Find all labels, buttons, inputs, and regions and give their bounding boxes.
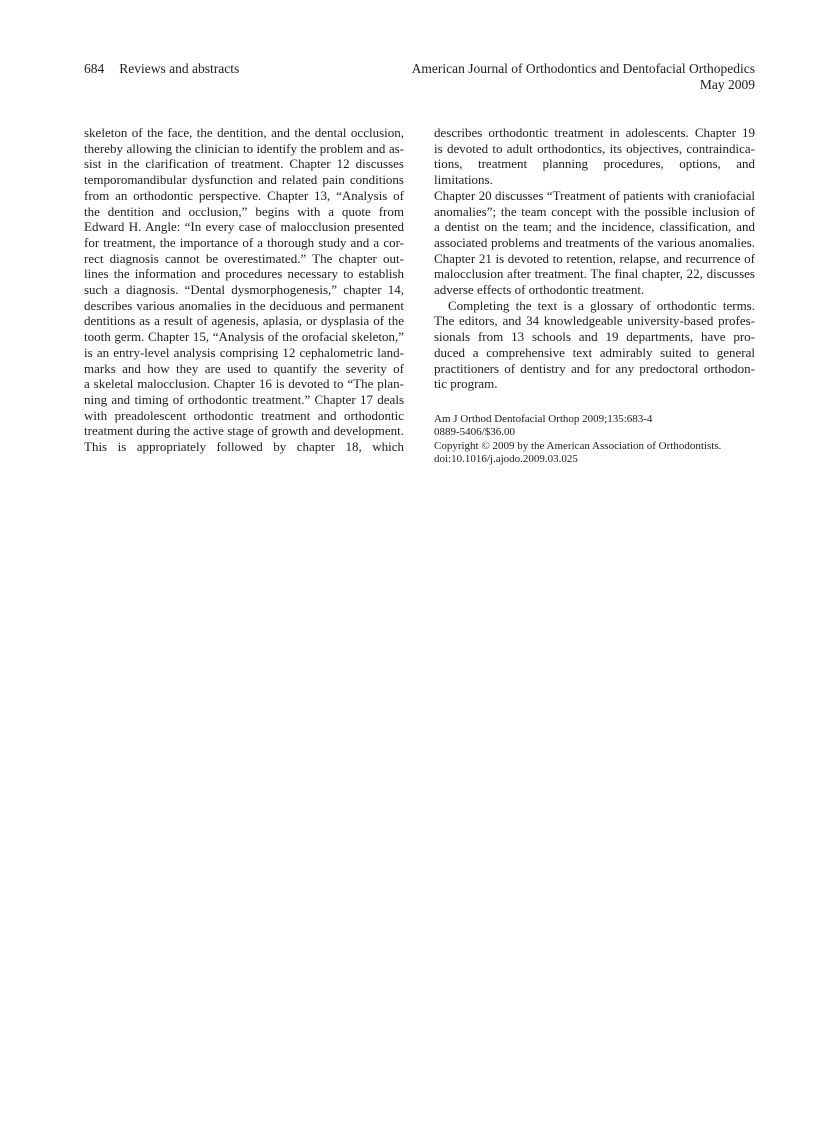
text-line: rect diagnosis cannot be overestimated.” The chapter out- bbox=[84, 250, 404, 266]
text-line: tic program. bbox=[434, 376, 498, 392]
text-line: lines the information and procedures necessary to establish bbox=[84, 266, 404, 282]
text-line: treatment during the active stage of growth and development. bbox=[84, 423, 404, 439]
page-number: 684 bbox=[84, 61, 105, 76]
text-line: thereby allowing the clinician to identify the problem and as- bbox=[84, 140, 404, 156]
text-line: dentitions as a result of agenesis, aplasia, or dysplasia of the bbox=[84, 313, 404, 329]
journal-name: American Journal of Orthodontics and Dentofacial Orthopedics bbox=[411, 61, 755, 76]
running-header-left bbox=[84, 61, 239, 77]
text-line: the dentition and occlusion,” begins with a quote from bbox=[84, 203, 404, 219]
text-line: a skeletal malocclusion. Chapter 16 is devoted to “The plan- bbox=[84, 376, 404, 392]
text-line: marks and how they are used to quantify the severity of bbox=[84, 360, 404, 376]
text-line: practitioners of dentistry and for any predoctoral orthodon- bbox=[434, 360, 755, 376]
text-line: such a diagnosis. “Dental dysmorphogenesis,” chapter 14, bbox=[84, 282, 404, 298]
text-line: is devoted to adult orthodontics, its objectives, contraindica- bbox=[434, 140, 755, 156]
text-line: anomalies”; the team concept with the possible inclusion of bbox=[434, 203, 755, 219]
text-line: associated problems and treatments of the various anomalies. bbox=[434, 234, 755, 250]
text-line: Chapter 20 discusses “Treatment of patients with craniofacial bbox=[434, 187, 755, 203]
text-line: tions, treatment planning procedures, options, and limitations. bbox=[434, 156, 755, 188]
text-line: adverse effects of orthodontic treatment. bbox=[434, 282, 645, 298]
citation-block bbox=[434, 413, 755, 467]
text-line: ning and timing of orthodontic treatment.” Chapter 17 deals bbox=[84, 391, 404, 407]
text-line: with preadolescent orthodontic treatment and orthodontic bbox=[84, 407, 404, 423]
text-line: skeleton of the face, the dentition, and the dental occlusion, bbox=[84, 125, 404, 140]
text-line: 0889-5406/$36.00 bbox=[434, 426, 515, 439]
text-line: The editors, and 34 knowledgeable university-based profes- bbox=[434, 313, 755, 329]
text-line: Chapter 21 is devoted to retention, relapse, and recurrence of bbox=[434, 250, 755, 266]
text-line: Completing the text is a glossary of orthodontic terms. bbox=[448, 297, 755, 313]
text-line: Copyright © 2009 by the American Association of Orthodontists. bbox=[434, 439, 722, 452]
body-paragraph bbox=[84, 125, 404, 455]
text-line: describes orthodontic treatment in adolescents. Chapter 19 bbox=[434, 125, 755, 140]
section-title: Reviews and abstracts bbox=[119, 61, 240, 76]
running-header-right bbox=[412, 61, 755, 93]
text-line: temporomandibular dysfunction and related pain conditions bbox=[84, 172, 404, 188]
text-line: tooth germ. Chapter 15, “Analysis of the orofacial skeleton,” bbox=[84, 329, 404, 345]
text-line: malocclusion after treatment. The final chapter, 22, discusses bbox=[434, 266, 755, 282]
text-line: is an entry-level analysis comprising 12 cephalometric land- bbox=[84, 344, 404, 360]
text-line: a dentist on the team; and the incidence, classification, and bbox=[434, 219, 755, 235]
text-line: for treatment, the importance of a thorough study and a cor- bbox=[84, 234, 404, 250]
body-paragraph bbox=[434, 298, 755, 392]
text-line: doi:10.1016/j.ajodo.2009.03.025 bbox=[434, 453, 578, 466]
text-line: Edward H. Angle: “In every case of malocclusion presented bbox=[84, 219, 404, 235]
text-column-left bbox=[84, 125, 404, 455]
text-line: duced a comprehensive text admirably suited to general bbox=[434, 344, 755, 360]
issue-date: May 2009 bbox=[699, 77, 755, 92]
text-column-right bbox=[434, 125, 755, 467]
text-line: This is appropriately followed by chapter 18, which bbox=[84, 439, 404, 455]
body-paragraph bbox=[434, 125, 755, 298]
text-line: Am J Orthod Dentofacial Orthop 2009;135:683-4 bbox=[434, 412, 653, 425]
text-line: sionals from 13 schools and 19 departments, have pro- bbox=[434, 329, 755, 345]
text-line: from an orthodontic perspective. Chapter 13, “Analysis of bbox=[84, 187, 404, 203]
text-line: sist in the clarification of treatment. Chapter 12 discusses bbox=[84, 156, 404, 172]
text-line: describes various anomalies in the deciduous and permanent bbox=[84, 297, 404, 313]
